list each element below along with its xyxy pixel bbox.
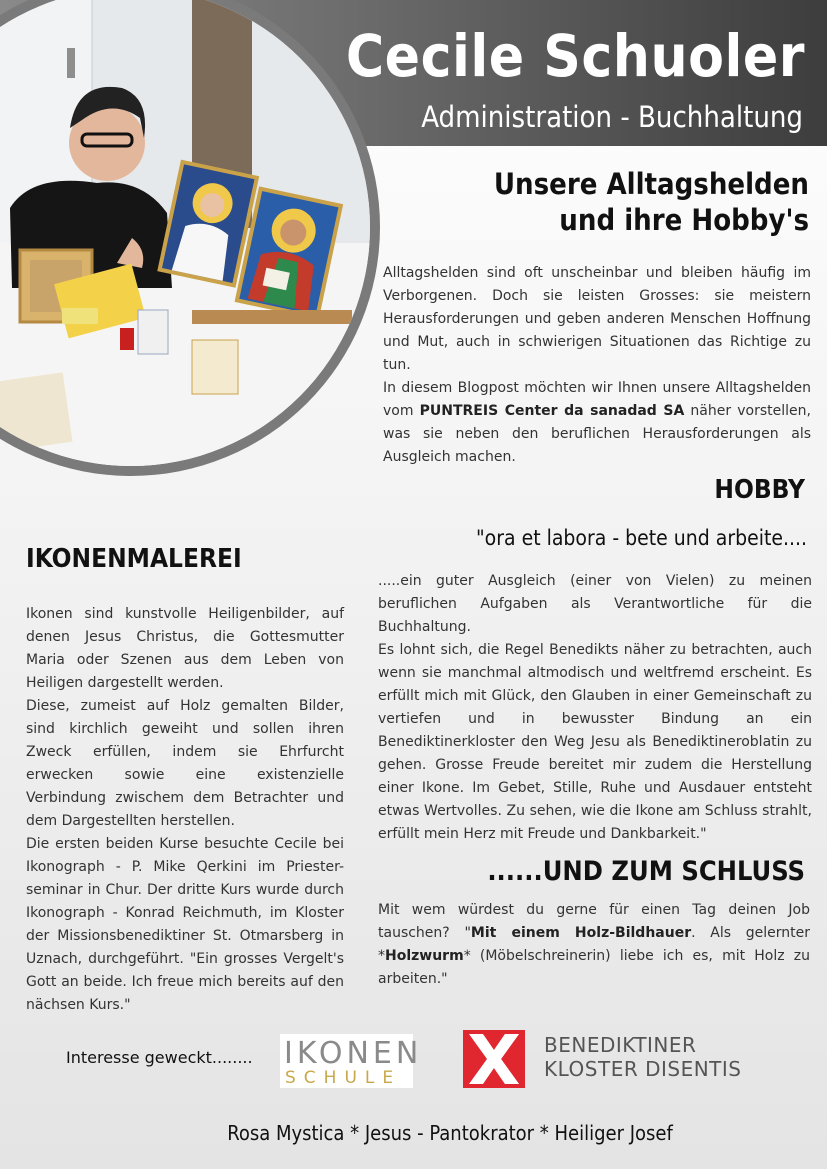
final-bold-1: Mit einem Holz-Bildhauer: [470, 925, 692, 941]
photo-frame: [0, 0, 380, 476]
final-text: [378, 899, 810, 991]
intro-paragraph-2: [383, 377, 811, 469]
interest-text: Interesse geweckt........: [66, 1048, 253, 1067]
final-text-2: . Als gelernter *: [378, 925, 810, 964]
person-role: Administration - Buchhaltung: [421, 100, 803, 134]
final-text-3: * (Möbelschreinerin) liebe ich es, mit Holz zu arbeiten.": [378, 948, 810, 987]
hobby-quote-heading: "ora et labora - bete und arbeite....: [476, 526, 807, 550]
photo: [0, 0, 370, 466]
kloster-logo-icon[interactable]: [463, 1030, 525, 1088]
intro-paragraph-1: Alltagshelden sind oft unscheinbar und bleiben häufig im Verborgenen. Doch sie leisten Grosses: sie meistern Herausforderungen und geben anderen Menschen Hoffnung und Mut, auch in schwierigen Situationen das Richtige zu tun.: [383, 265, 811, 373]
painting-scene-image: [0, 0, 370, 466]
headline-line-1: Unsere Alltagshelden: [493, 167, 809, 201]
hobby-paragraph-2: Es lohnt sich, die Regel Benedikts näher zu betrachten, auch wenn sie manchmal altmodisch und weltfremd erscheint. Es erfüllt mich mit Glück, den Glauben in einer Gemeinschaft zu vertiefen und in bewusster Bindung an ein Benediktinerkloster den Weg Jesu als Benediktineroblatin zu gehen. Grosse Freude bereitet mir zudem die Herstellung einer Ikone. Im Gebet, Stille, Ruhe und Ausdauer entsteht etwas Wertvolles. Zu sehen, wie die Ikone am Schluss strahlt, erfüllt mein Herz mit Freude und Dankbarkeit.": [378, 642, 812, 842]
intro-p2-text: In diesem Blogpost möchten wir Ihnen unsere Alltagshelden vom: [383, 380, 811, 419]
final-paragraph: [378, 899, 810, 991]
ikonen-heading: IKONENMALEREI: [26, 544, 242, 574]
final-heading: ......UND ZUM SCHLUSS: [487, 856, 805, 887]
headline: [494, 166, 809, 238]
ikonen-text: [26, 603, 344, 1017]
intro-text: [383, 262, 811, 469]
company-name: PUNTREIS Center da sanadad SA: [419, 403, 685, 419]
ikonen-paragraph-1: Ikonen sind kunstvolle Heiligenbilder, auf denen Jesus Christus, die Gottesmutter Maria oder Szenen aus dem Leben von Heiligen dargestellt werden.: [26, 606, 344, 691]
final-text-1: Mit wem würdest du gerne für einen Tag deinen Job tauschen? ": [378, 902, 810, 941]
headline-line-2: und ihre Hobby's: [559, 203, 809, 237]
kloster-line-2: KLOSTER DISENTIS: [544, 1057, 742, 1081]
hobby-paragraph-1: .....ein guter Ausgleich (einer von Vielen) zu meinen beruflichen Aufgaben als Verantwortliche für die Buchhaltung.: [378, 573, 812, 635]
image-caption: Rosa Mystica * Jesus - Pantokrator * Heiliger Josef: [227, 1121, 673, 1145]
intro-p2-text-end: näher vorstellen, was sie neben den beruflichen Herausforderungen als Ausgleich machen.: [383, 403, 811, 465]
kloster-line-1: BENEDIKTINER: [544, 1033, 697, 1057]
ikonen-logo-line-1: IKONEN: [284, 1036, 423, 1071]
ikonen-schule-logo[interactable]: [280, 1034, 423, 1088]
kloster-logo-text[interactable]: [544, 1033, 742, 1081]
hobby-text: [378, 570, 812, 846]
hobby-heading: HOBBY: [714, 475, 805, 505]
ikonen-paragraph-3: Die ersten beiden Kurse besuchte Cecile bei Ikonograph - P. Mike Qerkini im Priester-seminar in Chur. Der dritte Kurs wurde durch Ikonograph - Konrad Reichmuth, im Kloster der Missionsbenediktiner St. Otmarsberg in Uznach, durchgeführt. "Ein grosses Vergelt's Gott an beide. Ich freue mich bereits auf den nächsen Kurs.": [26, 836, 344, 1013]
person-name: Cecile Schuoler: [345, 22, 805, 90]
ikonen-paragraph-2: Diese, zumeist auf Holz gemalten Bilder, sind kirchlich geweiht und sollen ihren Zweck erfüllen, indem sie Ehrfurcht erwecken sowie eine existenzielle Verbindung zwischem dem Betrachter und dem Dargestellten herstellen.: [26, 698, 344, 829]
final-bold-2: Holzwurm: [385, 948, 464, 964]
ikonen-logo-line-2: SCHULE: [285, 1068, 402, 1088]
